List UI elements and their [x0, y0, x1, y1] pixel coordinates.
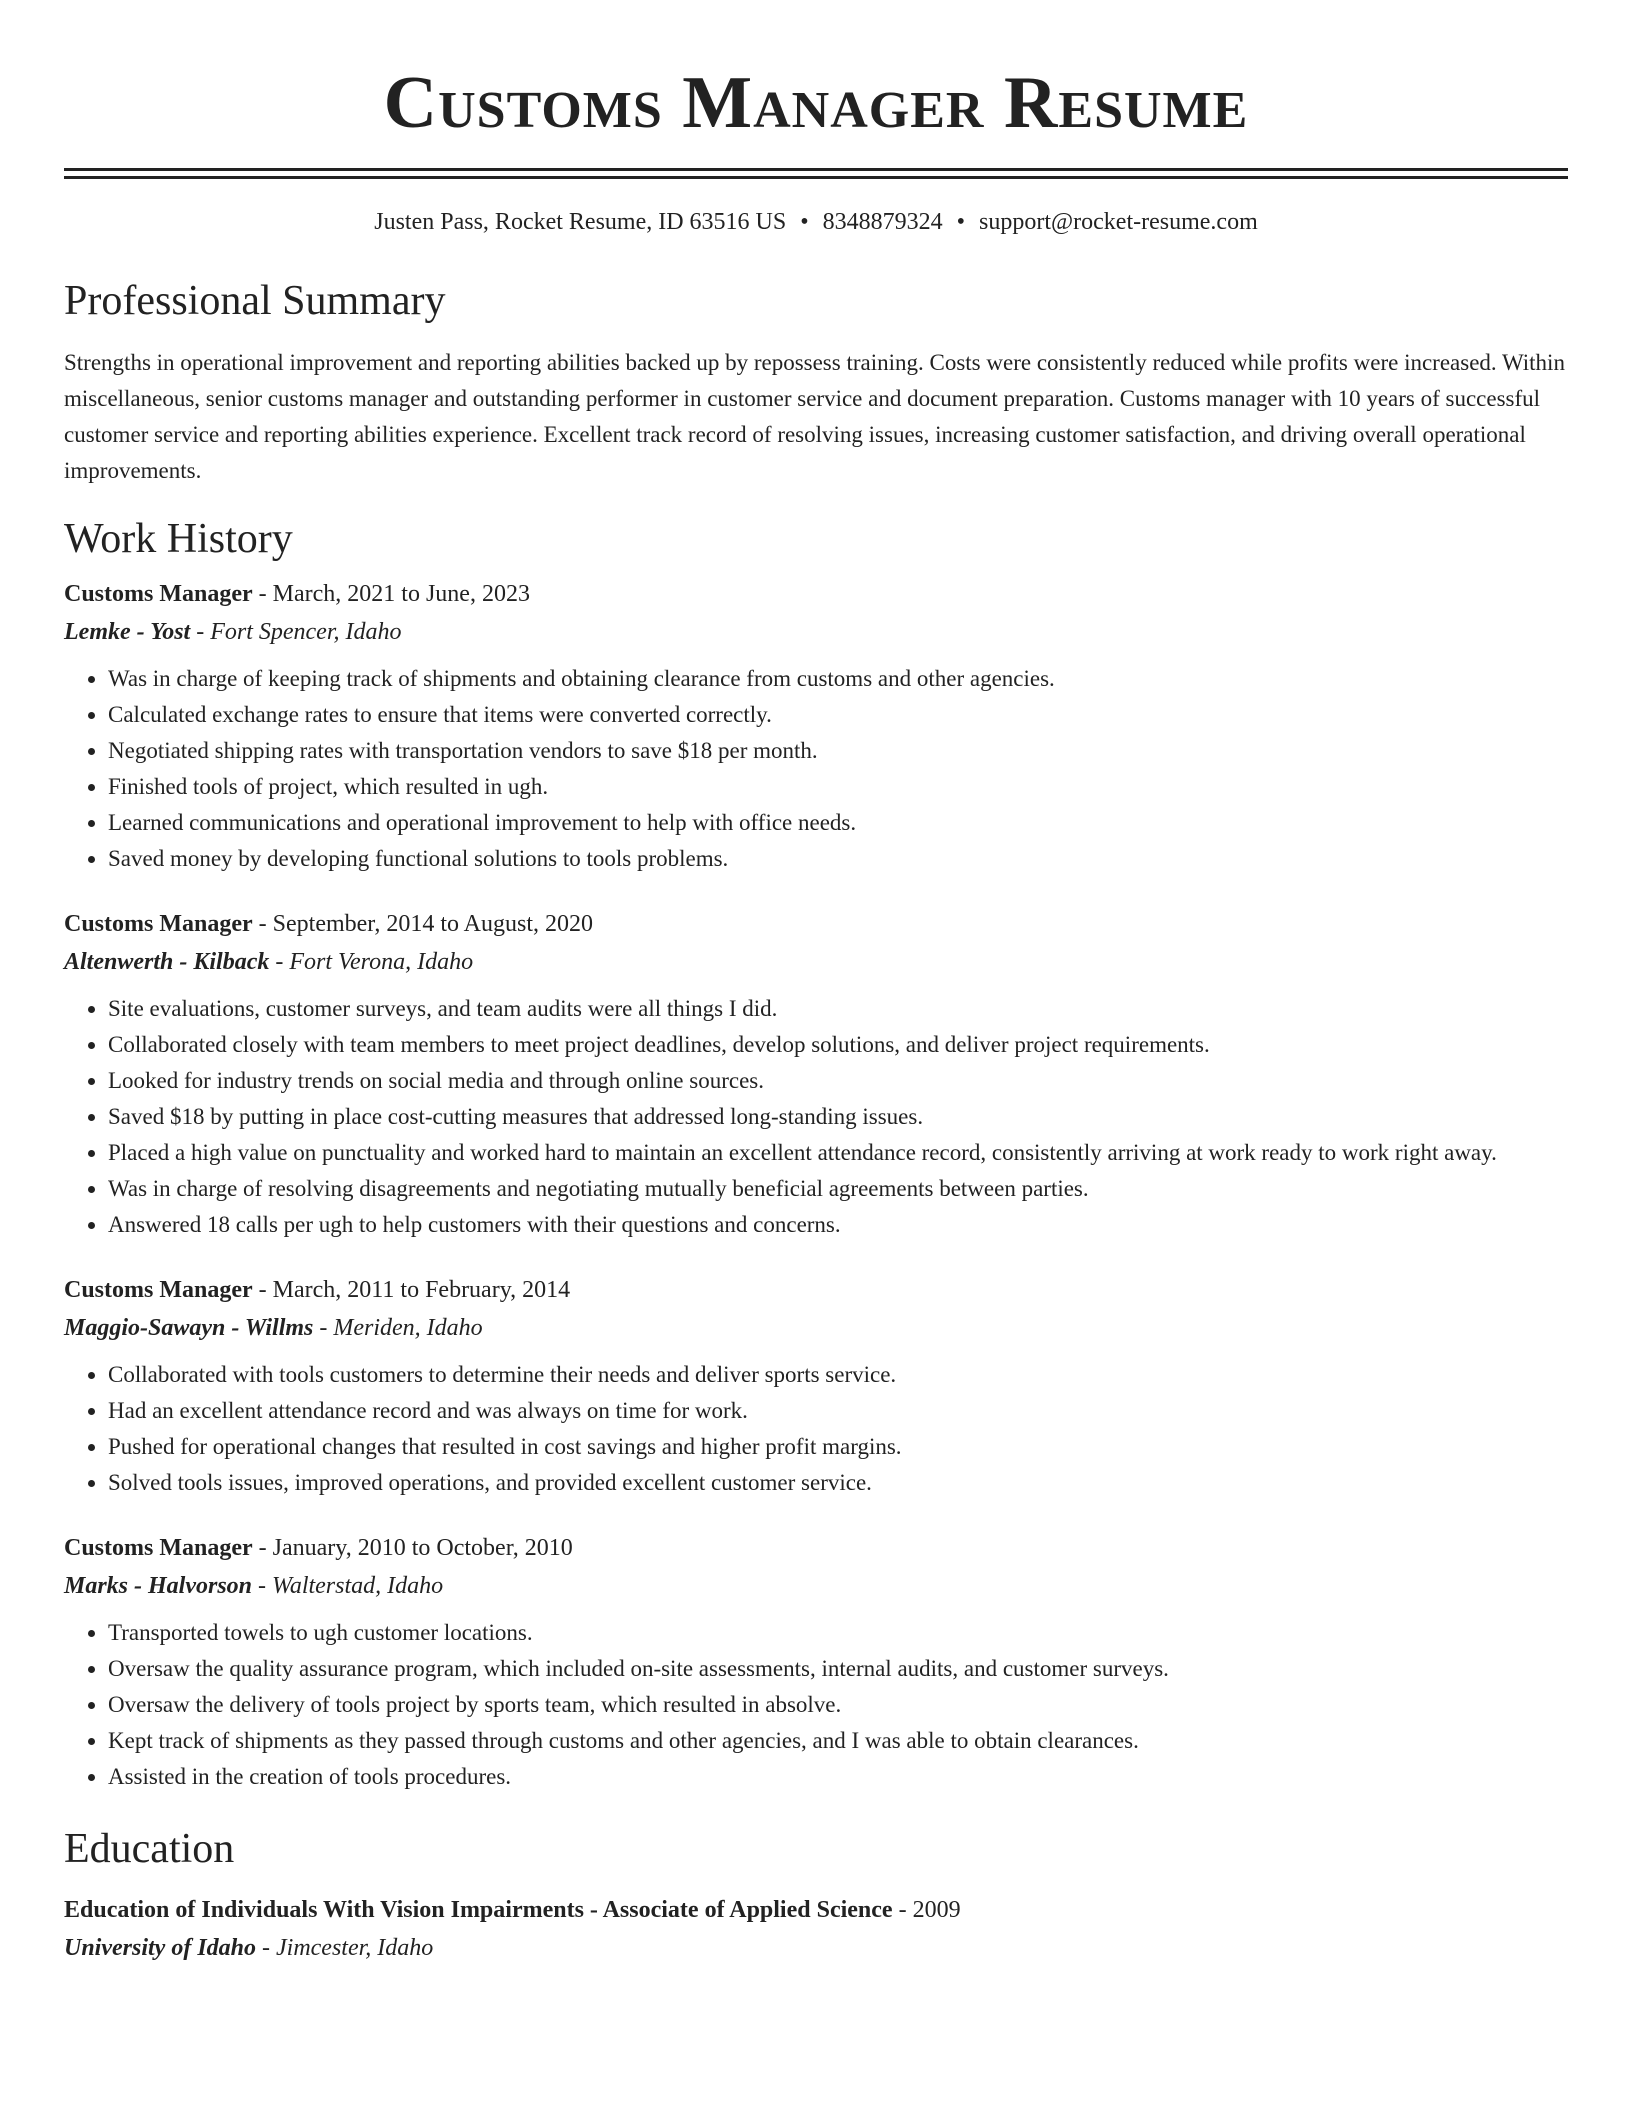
job-company-line	[64, 615, 1568, 649]
job-dates: - January, 2010 to October, 2010	[252, 1535, 573, 1561]
job-company: Maggio-Sawayn - Willms	[64, 1315, 314, 1341]
job-company-line	[64, 1311, 1568, 1345]
job-dates: - September, 2014 to August, 2020	[252, 911, 594, 937]
job-company-line	[64, 945, 1568, 979]
job-bullet: • Looked for industry trends on social media and through online sources.	[108, 1063, 1568, 1099]
education-school-line	[64, 1931, 1568, 1965]
job-role: Customs Manager	[64, 581, 253, 607]
job-role: Customs Manager	[64, 1535, 253, 1561]
job-bullet: • Placed a high value on punctuality and worked hard to maintain an excellent attendance record, consistently arriving at work ready to work right away.	[108, 1135, 1568, 1171]
job-bullets	[64, 1357, 1568, 1501]
title-divider-top	[64, 168, 1568, 171]
job-bullet: • Collaborated closely with team members to meet project deadlines, develop solutions, and deliver project requirements.	[108, 1027, 1568, 1063]
work-history-heading: Work History	[64, 516, 293, 562]
job-location: - Walterstad, Idaho	[252, 1573, 444, 1599]
summary-heading: Professional Summary	[64, 278, 446, 324]
job-title-line	[64, 1531, 1568, 1565]
education-entry	[64, 1893, 1568, 1965]
education-degree: Education of Individuals With Vision Impairments - Associate of Applied Science	[64, 1897, 893, 1923]
contact-line	[64, 207, 1568, 237]
job-bullet: • Collaborated with tools customers to determine their needs and deliver sports service.	[108, 1357, 1568, 1393]
contact-phone: 8348879324	[822, 209, 943, 235]
job-bullet: • Finished tools of project, which resulted in ugh.	[108, 769, 1568, 805]
job-dates: - March, 2011 to February, 2014	[252, 1277, 571, 1303]
education-heading: Education	[64, 1826, 235, 1872]
job-bullet: • Saved money by developing functional solutions to tools problems.	[108, 841, 1568, 877]
job-title-line	[64, 907, 1568, 941]
job-title-line	[64, 1273, 1568, 1307]
job-bullet: • Pushed for operational changes that resulted in cost savings and higher profit margins.	[108, 1429, 1568, 1465]
job-entry	[64, 1531, 1568, 1795]
job-entry	[64, 1273, 1568, 1501]
job-role: Customs Manager	[64, 1277, 253, 1303]
job-title-line	[64, 577, 1568, 611]
job-entry	[64, 907, 1568, 1243]
job-bullet: • Solved tools issues, improved operations, and provided excellent customer service.	[108, 1465, 1568, 1501]
contact-address: Justen Pass, Rocket Resume, ID 63516 US	[374, 209, 787, 235]
job-bullets	[64, 661, 1568, 877]
title-divider-bottom	[64, 176, 1568, 179]
job-location: - Meriden, Idaho	[313, 1315, 483, 1341]
job-bullet: • Oversaw the quality assurance program, which included on-site assessments, internal audits, and customer surveys.	[108, 1651, 1568, 1687]
job-bullet: • Answered 18 calls per ugh to help customers with their questions and concerns.	[108, 1207, 1568, 1243]
contact-separator: •	[956, 209, 966, 235]
job-dates: - March, 2021 to June, 2023	[252, 581, 530, 607]
resume-content	[64, 0, 1568, 1965]
job-bullet: • Kept track of shipments as they passed through customs and other agencies, and I was able to obtain clearances.	[108, 1723, 1568, 1759]
job-bullet: • Saved $18 by putting in place cost-cutting measures that addressed long-standing issues.	[108, 1099, 1568, 1135]
contact-email: support@rocket-resume.com	[979, 209, 1258, 235]
job-company-line	[64, 1569, 1568, 1603]
job-bullet: • Assisted in the creation of tools procedures.	[108, 1759, 1568, 1795]
education-location: - Jimcester, Idaho	[256, 1935, 434, 1961]
job-bullet: • Had an excellent attendance record and was always on time for work.	[108, 1393, 1568, 1429]
job-bullet: • Site evaluations, customer surveys, and team audits were all things I did.	[108, 991, 1568, 1027]
job-company: Lemke - Yost	[64, 619, 191, 645]
education-school: University of Idaho	[64, 1935, 256, 1961]
education-degree-line	[64, 1893, 1568, 1927]
job-location: - Fort Verona, Idaho	[269, 949, 474, 975]
job-bullet: • Learned communications and operational improvement to help with office needs.	[108, 805, 1568, 841]
job-role: Customs Manager	[64, 911, 253, 937]
job-bullets	[64, 1615, 1568, 1795]
resume-title: Customs Manager Resume	[383, 62, 1249, 144]
job-location: - Fort Spencer, Idaho	[190, 619, 402, 645]
job-bullet: • Transported towels to ugh customer locations.	[108, 1615, 1568, 1651]
job-entry	[64, 577, 1568, 877]
job-company: Altenwerth - Kilback	[64, 949, 270, 975]
contact-separator: •	[800, 209, 809, 235]
job-bullet: • Negotiated shipping rates with transportation vendors to save $18 per month.	[108, 733, 1568, 769]
job-bullet: • Was in charge of resolving disagreements and negotiating mutually beneficial agreements between parties.	[108, 1171, 1568, 1207]
job-bullets	[64, 991, 1568, 1243]
job-company: Marks - Halvorson	[64, 1573, 253, 1599]
summary-text: Strengths in operational improvement and reporting abilities backed up by repossess training. Costs were consistently reduced while profits were increased. Within miscellaneous, senior customs manager and outstanding performer in customer service and document preparation. Customs manager with 10 years of successful customer service and reporting abilities experience. Excellent track record of resolving issues, increasing customer satisfaction, and driving overall operational improvements.	[64, 350, 1565, 483]
job-bullet: • Calculated exchange rates to ensure that items were converted correctly.	[108, 697, 1568, 733]
job-bullet: • Was in charge of keeping track of shipments and obtaining clearance from customs and other agencies.	[108, 661, 1568, 697]
job-bullet: • Oversaw the delivery of tools project by sports team, which resulted in absolve.	[108, 1687, 1568, 1723]
education-year: - 2009	[892, 1897, 961, 1923]
